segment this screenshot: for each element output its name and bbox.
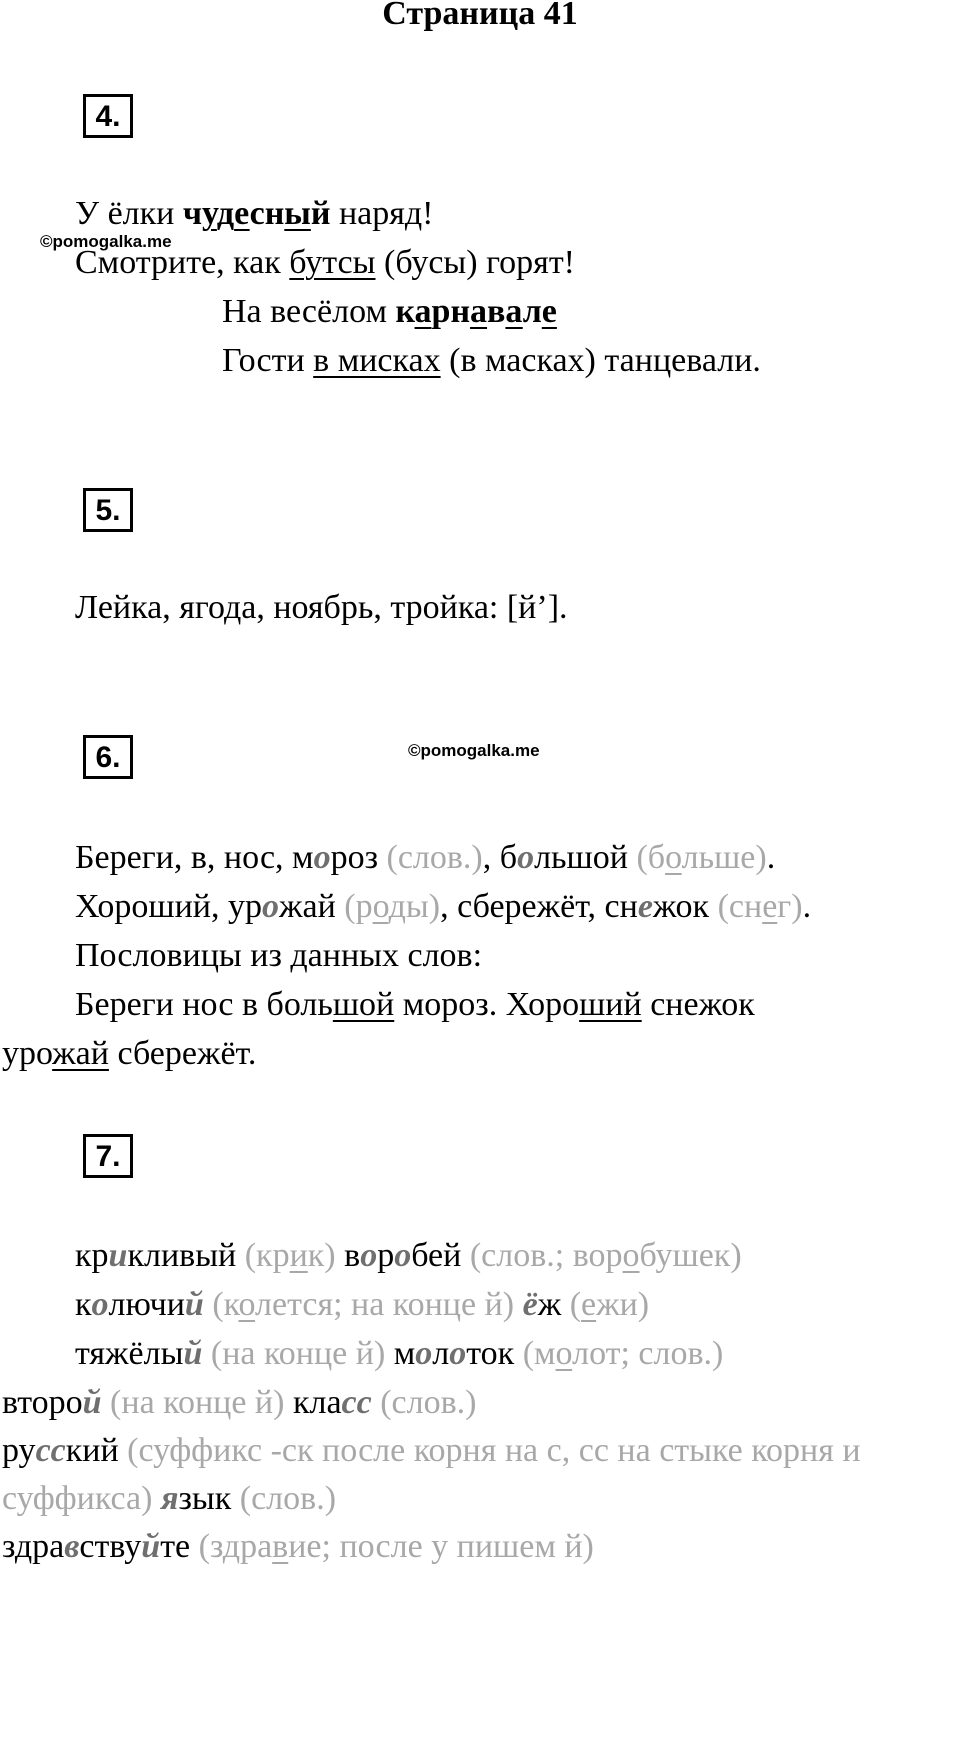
text-run: ( [569, 1286, 582, 1323]
text-run: мороз. Хоро [394, 986, 580, 1023]
text-line [75, 243, 575, 283]
text-run: Смотрите, как [75, 244, 290, 281]
text-run: У ёлки [75, 195, 183, 232]
text-run: (слов.; вор [469, 1237, 623, 1274]
text-run: (р [344, 888, 373, 925]
text-line [2, 1527, 594, 1567]
text-run: жай [278, 888, 345, 925]
text-run: ы [284, 195, 311, 232]
text-line [75, 1334, 723, 1374]
text-run: ток [466, 1335, 523, 1372]
text-run: (бусы) горят! [375, 244, 576, 281]
text-run: ж [537, 1286, 570, 1323]
text-run [102, 1384, 111, 1421]
text-run [152, 1480, 161, 1517]
text-run: суффикса) [2, 1480, 153, 1517]
text-run: и [108, 1237, 128, 1274]
text-line [2, 1383, 476, 1423]
text-run: в [487, 293, 506, 330]
text-run: (слов.) [239, 1480, 337, 1517]
text-run: . [802, 888, 812, 925]
text-run: рн [431, 293, 471, 330]
text-run: , сбережёт, сн [440, 888, 638, 925]
text-run: д [216, 195, 235, 232]
text-run: й [183, 1335, 203, 1372]
text-run: о [91, 1286, 109, 1323]
text-run: Гости [222, 342, 314, 379]
text-run: м [385, 1335, 416, 1372]
text-run: в [335, 1237, 361, 1274]
text-run: , б [482, 839, 518, 876]
text-run: кливый [127, 1237, 245, 1274]
text-line [75, 1236, 742, 1276]
watermark: ©pomogalka.me [408, 741, 540, 760]
text-run: в мисках [313, 342, 441, 379]
text-line [75, 588, 568, 628]
text-run: сс [341, 1384, 372, 1421]
text-run: ству [79, 1528, 142, 1565]
text-run: (в масках) танцевали. [440, 342, 761, 379]
text-run: й [82, 1384, 102, 1421]
text-run: Лейка, ягода, ноябрь, тройка: [й’]. [75, 589, 568, 626]
text-run: а [414, 293, 432, 330]
text-run: жи) [596, 1286, 650, 1323]
text-run: г) [777, 888, 803, 925]
text-run: е [762, 888, 778, 925]
text-run: лючи [108, 1286, 185, 1323]
text-run: а [470, 293, 488, 330]
text-run: й [141, 1528, 161, 1565]
text-run: (к [212, 1286, 239, 1323]
text-run: и [289, 1237, 308, 1274]
text-run: (на конце й) [210, 1335, 386, 1372]
text-run: о [517, 839, 535, 876]
text-run: кий [65, 1432, 128, 1469]
text-run: (б [636, 839, 666, 876]
text-run: наряд! [330, 195, 434, 232]
text-line [75, 194, 433, 234]
text-run: ший [579, 986, 642, 1023]
text-run: (м [522, 1335, 556, 1372]
text-run: к) [307, 1237, 336, 1274]
text-run: о [394, 1237, 412, 1274]
text-run: ё [522, 1286, 538, 1323]
text-run: у [202, 195, 217, 232]
text-run: сн [249, 195, 285, 232]
text-line [75, 985, 755, 1025]
text-run: е [541, 293, 557, 330]
text-run: о [665, 839, 682, 876]
text-run: жок [652, 888, 718, 925]
text-line [75, 1285, 649, 1325]
task-number-badge: 5. [83, 488, 133, 532]
text-run: шой [332, 986, 395, 1023]
text-run: е [234, 195, 250, 232]
text-run: (слов.) [386, 839, 483, 876]
text-run: Береги, в, нос, м [75, 839, 314, 876]
text-run [202, 1335, 211, 1372]
text-run: й [184, 1286, 204, 1323]
text-run: о [415, 1335, 433, 1372]
text-run [514, 1286, 523, 1323]
text-run: (суффикс -ск после корня на с, сс на стыке корня и [127, 1432, 861, 1469]
text-run: (здра [198, 1528, 273, 1565]
text-line [2, 1034, 256, 1074]
text-run: о [622, 1237, 640, 1274]
text-run: ие; после у пишем й) [288, 1528, 594, 1565]
text-run: тяжёлы [75, 1335, 184, 1372]
text-run: льшой [534, 839, 637, 876]
text-run: Береги нос в боль [75, 986, 333, 1023]
text-run: уро [2, 1035, 53, 1072]
page-title: Страница 41 [382, 0, 578, 32]
text-run: е [581, 1286, 597, 1323]
text-run: лот; слов.) [572, 1335, 724, 1372]
text-run: ч [182, 195, 203, 232]
text-line [75, 887, 811, 927]
text-run: е [637, 888, 653, 925]
text-run: лется; на конце й) [255, 1286, 515, 1323]
text-run: в [272, 1528, 289, 1565]
text-run: л [432, 1335, 450, 1372]
text-run: роз [330, 839, 387, 876]
text-run: бутсы [289, 244, 376, 281]
text-run: льше) [681, 839, 767, 876]
text-run: о [372, 888, 389, 925]
text-run: к [75, 1286, 92, 1323]
text-run: в [64, 1528, 80, 1565]
task-number-badge: 6. [83, 735, 133, 779]
text-run: кр [75, 1237, 109, 1274]
text-run: (слов.) [380, 1384, 477, 1421]
text-run: р [377, 1237, 395, 1274]
text-run: к [395, 293, 415, 330]
text-run: зык [178, 1480, 240, 1517]
text-run: о [261, 888, 279, 925]
watermark: ©pomogalka.me [40, 232, 172, 251]
text-run: (кр [244, 1237, 290, 1274]
task-number-badge: 4. [83, 94, 133, 138]
text-line [75, 936, 482, 976]
text-run: о [360, 1237, 378, 1274]
text-run: ды) [388, 888, 441, 925]
text-run: . [766, 839, 776, 876]
text-run: ру [2, 1432, 36, 1469]
text-run: а [505, 293, 523, 330]
text-line [222, 341, 761, 381]
text-run: л [522, 293, 542, 330]
text-run: й [310, 195, 331, 232]
text-line [2, 1479, 336, 1519]
text-run: (сн [717, 888, 763, 925]
text-run: жай [52, 1035, 109, 1072]
text-run: я [160, 1480, 179, 1517]
text-run: снежок [641, 986, 755, 1023]
text-run: о [555, 1335, 573, 1372]
text-run: Пословицы из данных слов: [75, 937, 483, 974]
text-run: (на конце й) [110, 1384, 285, 1421]
text-line [2, 1431, 861, 1471]
text-run: кла [284, 1384, 342, 1421]
text-run: бей [411, 1237, 470, 1274]
text-run: Хороший, ур [75, 888, 262, 925]
text-run: сс [35, 1432, 66, 1469]
task-number-badge: 7. [83, 1134, 133, 1178]
text-run: второ [2, 1384, 83, 1421]
text-run: те [160, 1528, 199, 1565]
text-line [222, 292, 557, 332]
text-run: о [449, 1335, 467, 1372]
text-run: о [313, 839, 331, 876]
text-line [75, 838, 775, 878]
text-run: На весёлом [222, 293, 396, 330]
text-run: бушек) [639, 1237, 742, 1274]
text-run: здра [2, 1528, 65, 1565]
text-run [372, 1384, 381, 1421]
text-run: о [238, 1286, 256, 1323]
text-run: сбережёт. [108, 1035, 257, 1072]
